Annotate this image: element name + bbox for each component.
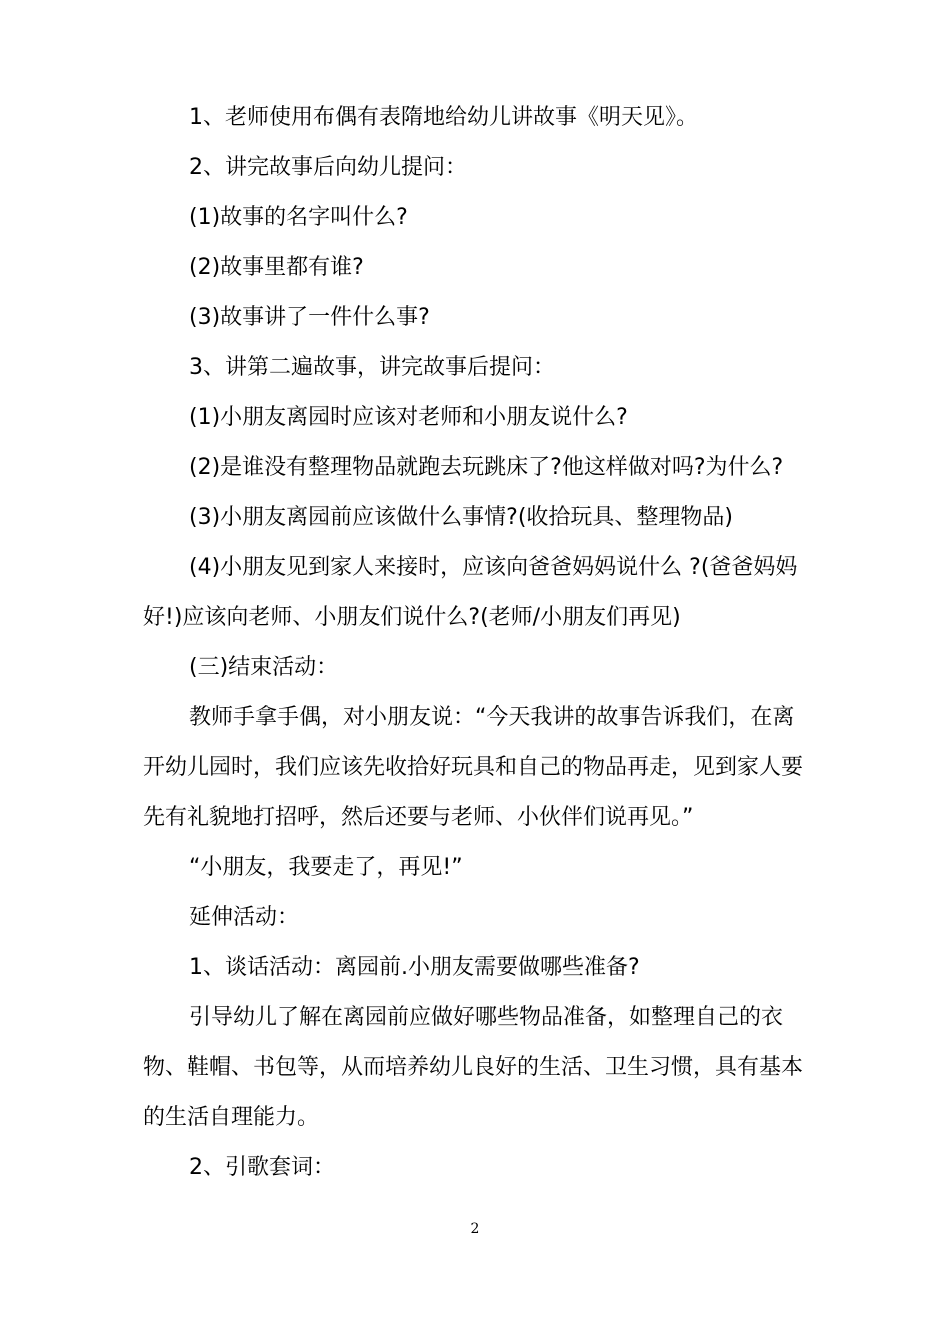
paragraph-5: (3)故事讲了一件什么事? <box>189 305 430 330</box>
paragraph-15: 1、谈话活动：离园前.小朋友需要做哪些准备? <box>189 955 640 980</box>
paragraph-12-line-3: 先有礼貌地打招呼，然后还要与老师、小伙伴们说再见。” <box>143 805 694 830</box>
paragraph-6: 3、讲第二遍故事，讲完故事后提问： <box>189 355 555 380</box>
section-heading-extension: 延伸活动： <box>189 905 300 930</box>
paragraph-7: (1)小朋友离园时应该对老师和小朋友说什么? <box>189 405 628 430</box>
paragraph-1: 1、老师使用布偶有表隋地给幼儿讲故事《明天见》。 <box>189 105 698 130</box>
paragraph-12-line-2: 开幼儿园时，我们应该先收拾好玩具和自己的物品再走，见到家人要 <box>143 755 804 780</box>
paragraph-10-line-1: (4)小朋友见到家人来接时，应该向爸爸妈妈说什么 ?(爸爸妈妈 <box>189 555 798 580</box>
paragraph-16-line-1: 引导幼儿了解在离园前应做好哪些物品准备，如整理自己的衣 <box>189 1005 784 1030</box>
section-heading-end-activity: (三)结束活动： <box>189 655 339 680</box>
paragraph-16-line-3: 的生活自理能力。 <box>143 1105 320 1130</box>
paragraph-12-line-1: 教师手拿手偶，对小朋友说：“今天我讲的故事告诉我们，在离 <box>189 705 795 730</box>
paragraph-17: 2、引歌套词： <box>189 1155 335 1180</box>
paragraph-9: (3)小朋友离园前应该做什么事情?(收拾玩具、整理物品) <box>189 505 734 530</box>
paragraph-3: (1)故事的名字叫什么? <box>189 205 408 230</box>
paragraph-10-line-2: 好!)应该向老师、小朋友们说什么?(老师/小朋友们再见) <box>143 605 681 630</box>
paragraph-13: “小朋友，我要走了，再见!” <box>189 855 463 880</box>
page-number: 2 <box>470 1221 480 1237</box>
paragraph-8: (2)是谁没有整理物品就跑去玩跳床了?他这样做对吗?为什么? <box>189 455 784 480</box>
paragraph-2: 2、讲完故事后向幼儿提问： <box>189 155 467 180</box>
paragraph-16-line-2: 物、鞋帽、书包等，从而培养幼儿良好的生活、卫生习惯，具有基本 <box>143 1055 804 1080</box>
paragraph-4: (2)故事里都有谁? <box>189 255 364 280</box>
